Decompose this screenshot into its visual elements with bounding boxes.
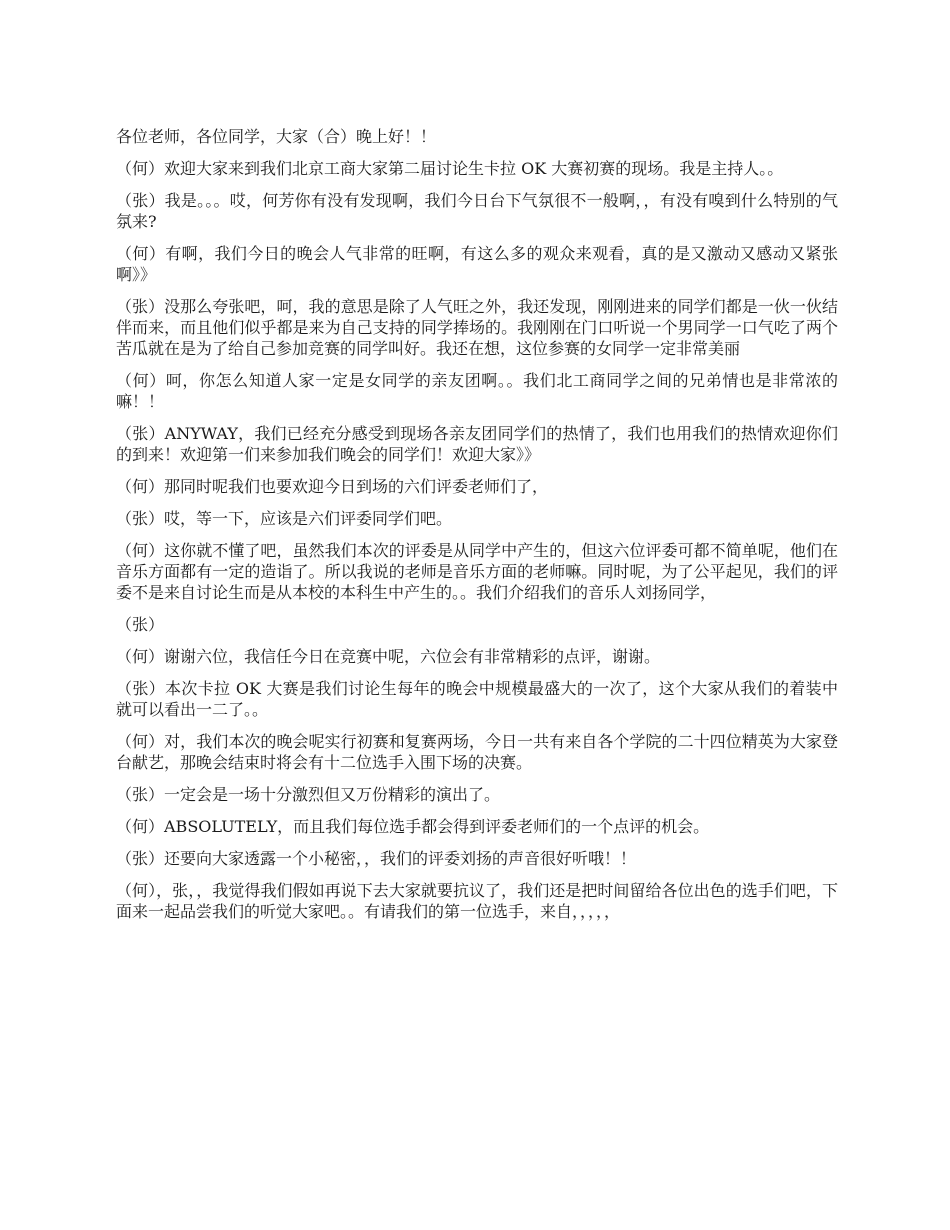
paragraph-12: （何）谢谢六位，我信任今日在竞赛中呢，六位会有非常精彩的点评，谢谢。 xyxy=(116,647,661,666)
paragraph-15: （张）一定会是一场十分激烈但又万份精彩的演出了。 xyxy=(116,785,501,804)
paragraph-5: （张）没那么夸张吧，呵，我的意思是除了人气旺之外，我还发现，刚刚进来的同学们都是一伙一伙结伴而来，而且他们似乎都是来为自己支持的同学捧场的。我刚刚在门口听说一个男同学一口气吃了两个苦瓜就在是为了给自己参加竞赛的同学叫好。我还在想，这位参赛的女同学一定非常美丽 xyxy=(116,297,838,358)
paragraph-10: （何）这你就不懂了吧，虽然我们本次的评委是从同学中产生的，但这六位评委可都不简单呢，他们在音乐方面都有一定的造诣了。所以我说的老师是音乐方面的老师嘛。同时呢，为了公平起见，我们的评委不是来自讨论生而是从本校的本科生中产生的。。我们介绍我们的音乐人刘扬同学， xyxy=(116,541,838,602)
paragraph-6: （何）呵，你怎么知道人家一定是女同学的亲友团啊。。我们北工商同学之间的兄弟情也是非常浓的嘛！！ xyxy=(116,371,838,411)
paragraph-7: （张）ANYWAY，我们已经充分感受到现场各亲友团同学们的热情了，我们也用我们的热情欢迎你们的到来！欢迎第一们来参加我们晚会的同学们！欢迎大家》》 xyxy=(116,424,838,464)
paragraph-3: （张）我是。。。哎，何芳你有没有发现啊，我们今日台下气氛很不一般啊，，有没有嗅到什么特别的气氛来? xyxy=(116,191,838,231)
paragraph-14: （何）对，我们本次的晚会呢实行初赛和复赛两场，今日一共有来自各个学院的二十四位精英为大家登台献艺，那晚会结束时将会有十二位选手入围下场的决赛。 xyxy=(116,732,838,772)
document-page xyxy=(116,126,838,933)
paragraph-13: （张）本次卡拉 OK 大赛是我们讨论生每年的晚会中规模最盛大的一次了，这个大家从我们的着装中就可以看出一二了。。 xyxy=(116,679,838,719)
paragraph-1: 各位老师，各位同学，大家（合）晚上好！！ xyxy=(116,127,437,146)
paragraph-4: （何）有啊，我们今日的晚会人气非常的旺啊，有这么多的观众来观看，真的是又激动又感动又紧张啊》》 xyxy=(116,244,838,284)
paragraph-16: （何）ABSOLUTELY，而且我们每位选手都会得到评委老师们的一个点评的机会。 xyxy=(116,817,710,836)
paragraph-11: （张） xyxy=(116,615,165,634)
paragraph-17: （张）还要向大家透露一个小秘密，，我们的评委刘扬的声音很好听哦！！ xyxy=(116,849,637,868)
paragraph-2: （何）欢迎大家来到我们北京工商大家第二届讨论生卡拉 OK 大赛初赛的现场。我是主持人。。 xyxy=(116,159,784,178)
paragraph-9: （张）哎，等一下，应该是六们评委同学们吧。 xyxy=(116,509,453,528)
paragraph-8: （何）那同时呢我们也要欢迎今日到场的六们评委老师们了， xyxy=(116,477,549,496)
paragraph-18: （何），张，，我觉得我们假如再说下去大家就要抗议了，我们还是把时间留给各位出色的选手们吧，下面来一起品尝我们的听觉大家吧。。有请我们的第一位选手，来自，，，，， xyxy=(116,881,838,921)
